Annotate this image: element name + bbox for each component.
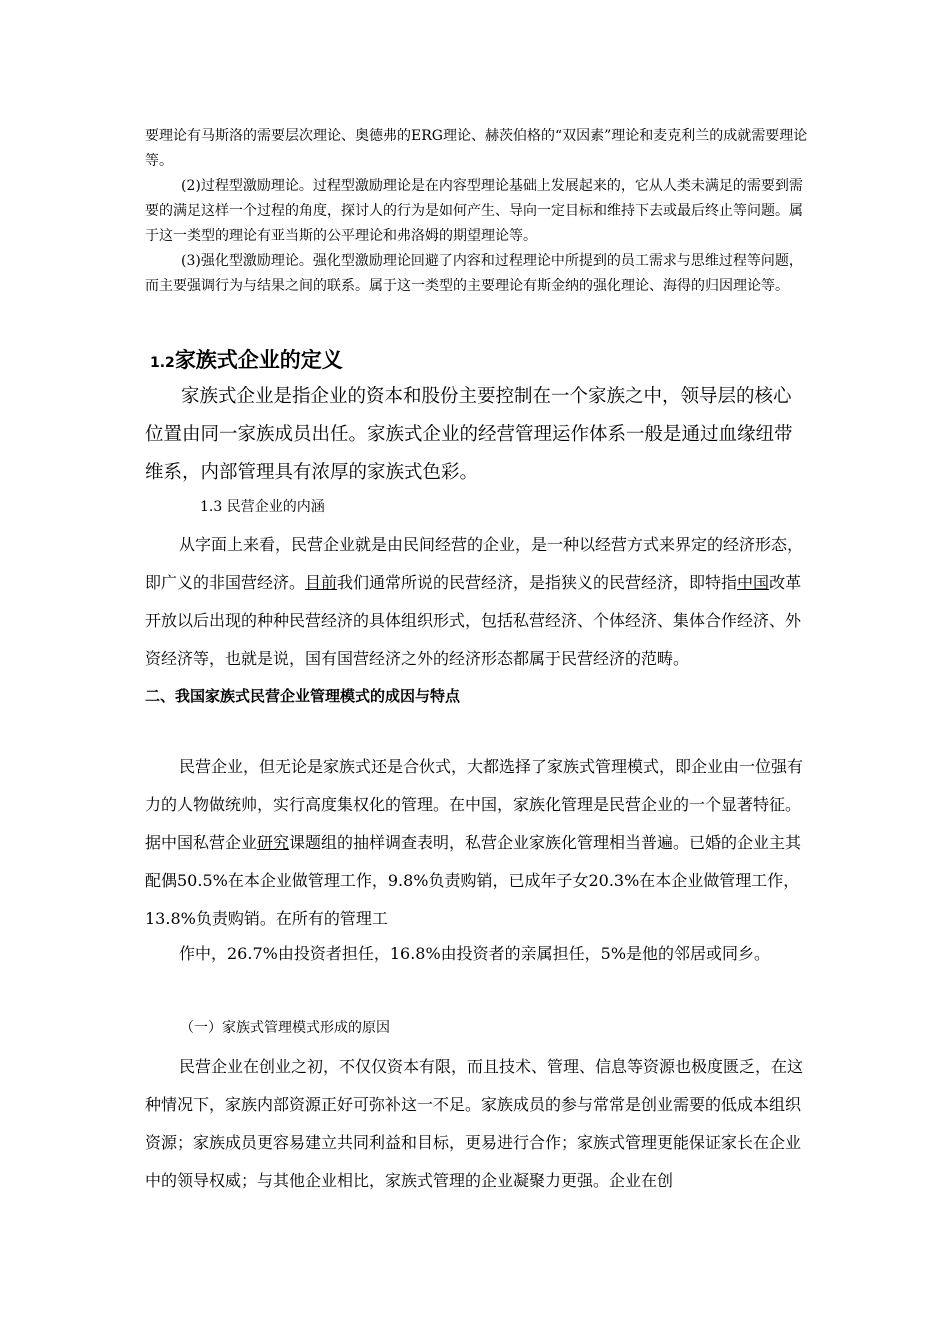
subheading-reasons: （一）家族式管理模式形成的原因 [180,1020,390,1036]
paragraph-process-theory: (2)过程型激励理论。过程型激励理论是在内容型理论基础上发展起来的，它从人类未满足的需要到需要的满足这样一个过程的角度，探讨人的行为是如何产生、导向一定目标和维持下去或最后终止等问题。属于这一类型的理论有亚当斯的公平理论和弗洛姆的期望理论等。 [145,178,803,244]
section-title: 家族式企业的定义 [174,348,343,372]
paragraph-reasons: 民营企业在创业之初，不仅仅资本有限，而且技术、管理、信息等资源也极度匮乏，在这种情况下，家族内部资源正好可弥补这一不足。家族成员的参与常常是创业需要的低成本组织资源；家族成员更容易建立共同利益和目标，更易进行合作；家族式管理更能保证家长在企业中的领导权威；与其他企业相比，家族式管理的企业凝聚力更强。企业在创 [145,1057,804,1190]
paragraph-family-management-stats: 民营企业，但无论是家族式还是合伙式，大都选择了家族式管理模式，即企业由一位强有力的人物做统帅，实行高度集权化的管理。在中国，家族化管理是民营企业的一个显著特征。据中国私营企业研究课题组的抽样调查表明，私营企业家族化管理相当普遍。已婚的企业主其配偶50.5%在本企业做管理工作，9.8%负责购销，已成年子女20.3%在本企业做管理工作，13.8%负责购销。在所有的管理工 [145,757,804,928]
chapter-heading-2: 二、我国家族式民营企业管理模式的成因与特点 [145,687,461,705]
paragraph-private-enterprise-meaning: 从字面上来看，民营企业就是由民间经营的企业，是一种以经营方式来界定的经济形态，即广义的非国营经济。目前我们通常所说的民营经济，是指狭义的民营经济，即特指中国改革开放以后出现的种种民营经济的具体组织形式，包括私营经济、个体经济、集体合作经济、外资经济等，也就是说，国有国营经济之外的经济形态都属于民营经济的范畴。 [145,535,804,668]
paragraph-family-enterprise-definition: 家族式企业是指企业的资本和股份主要控制在一个家族之中，领导层的核心位置由同一家族成员出任。家族式企业的经营管理运作体系一般是通过血缘纽带维系，内部管理具有浓厚的家族式色彩。 [145,386,793,483]
paragraph-content-theory-end: 要理论有马斯洛的需要层次理论、奥德弗的ERG理论、赫茨伯格的“双因素”理论和麦克利兰的成就需要理论等。 [145,128,808,169]
link-zhong-guo[interactable]: 中国 [737,573,770,592]
subsection-heading-1-3: 1.3 民营企业的内涵 [200,499,325,515]
paragraph-management-roles: 作中，26.7%由投资者担任，16.8%由投资者的亲属担任，5%是他的邻居或同乡。 [179,944,771,963]
link-yan-jiu[interactable]: 研究 [257,833,290,852]
section-heading-1-2 [150,345,814,378]
paragraph-reinforcement-theory: (3)强化型激励理论。强化型激励理论回避了内容和过程理论中所提到的员工需求与思维过程等问题，而主要强调行为与结果之间的联系。属于这一类型的主要理论有斯金纳的强化理论、海得的归因理论等。 [145,253,803,294]
link-mu-qian[interactable]: 目前 [305,573,338,592]
section-number: 1.2 [150,355,175,371]
